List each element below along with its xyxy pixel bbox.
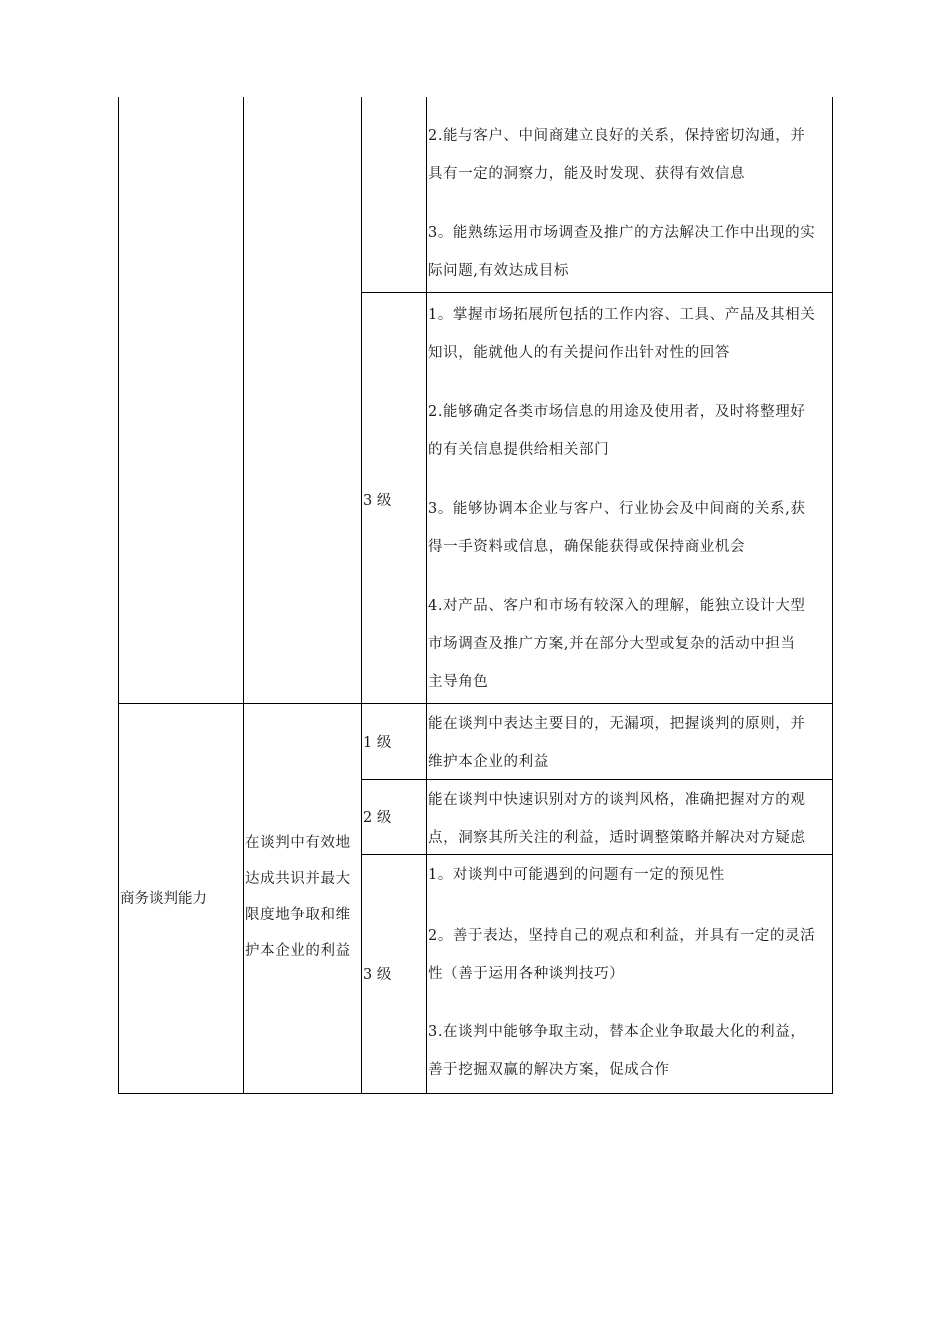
- cont-level3-item-4: [428, 587, 805, 701]
- text-line: 得一手资料或信息，确保能获得或保持商业机会: [428, 539, 746, 555]
- cont-level3-item-1: [428, 296, 815, 372]
- border-bottom: [118, 1093, 833, 1094]
- border-row-negotiation-top: [118, 703, 833, 704]
- cont-level2-item-3: [428, 214, 815, 290]
- neg-level3-label: 3 级: [363, 967, 392, 983]
- neg-level3-item-3: [428, 1013, 805, 1089]
- text-line: 护本企业的利益: [245, 943, 351, 959]
- neg-level2-text: [428, 781, 806, 857]
- competency-definition: [245, 825, 351, 969]
- cont-level2-item-2: [428, 117, 805, 193]
- neg-level1-text: [428, 705, 806, 781]
- cont-level3-label: 3 级: [363, 493, 392, 509]
- competency-name: 商务谈判能力: [120, 891, 207, 907]
- text-line: 知识，能就他人的有关提问作出针对性的回答: [428, 345, 730, 361]
- border-col1: [243, 97, 244, 1094]
- text-line: 点，洞察其所关注的利益，适时调整策略并解决对方疑虑: [428, 830, 806, 846]
- text-line: 主导角色: [428, 674, 489, 690]
- text-line: 的有关信息提供给相关部门: [428, 442, 610, 458]
- neg-level3-item-1: [428, 856, 725, 894]
- text-line: 2。善于表达，坚持自己的观点和利益，并具有一定的灵活: [428, 928, 816, 944]
- text-line: 能在谈判中快速识别对方的谈判风格，准确把握对方的观: [428, 792, 806, 808]
- text-line: 4.对产品、客户和市场有较深入的理解，能独立设计大型: [428, 598, 806, 614]
- text-line: 善于挖掘双赢的解决方案，促成合作: [428, 1062, 670, 1078]
- cont-level3-item-2: [428, 393, 805, 469]
- text-line: 限度地争取和维: [245, 907, 351, 923]
- neg-level1-label: 1 级: [363, 735, 392, 751]
- text-line: 性（善于运用各种谈判技巧）: [428, 966, 625, 982]
- text-line: 2.能与客户、中间商建立良好的关系，保持密切沟通，并: [428, 128, 806, 144]
- text-line: 3.在谈判中能够争取主动，替本企业争取最大化的利益，: [428, 1024, 806, 1040]
- border-right: [832, 97, 833, 1094]
- border-row-level3-top: [361, 292, 833, 293]
- border-left: [118, 97, 119, 1094]
- text-line: 1。对谈判中可能遇到的问题有一定的预见性: [428, 867, 725, 883]
- cont-level3-item-3: [428, 490, 805, 566]
- border-col2: [361, 97, 362, 1094]
- text-line: 1。掌握市场拓展所包括的工作内容、工具、产品及其相关: [428, 307, 816, 323]
- border-col3: [426, 97, 427, 1094]
- text-line: 3。能熟练运用市场调查及推广的方法解决工作中出现的实: [428, 225, 816, 241]
- text-line: 在谈判中有效地: [245, 835, 351, 851]
- text-line: 具有一定的洞察力，能及时发现、获得有效信息: [428, 166, 746, 182]
- text-line: 际问题,有效达成目标: [428, 263, 570, 279]
- text-line: 达成共识并最大: [245, 871, 351, 887]
- text-line: 能在谈判中表达主要目的，无漏项，把握谈判的原则，并: [428, 716, 806, 732]
- text-line: 2.能够确定各类市场信息的用途及使用者，及时将整理好: [428, 404, 806, 420]
- text-line: 3。能够协调本企业与客户、行业协会及中间商的关系,获: [428, 501, 806, 517]
- text-line: 市场调查及推广方案,并在部分大型或复杂的活动中担当: [428, 636, 796, 652]
- neg-level2-label: 2 级: [363, 810, 392, 826]
- text-line: 维护本企业的利益: [428, 754, 549, 770]
- neg-level3-item-2: [428, 917, 815, 993]
